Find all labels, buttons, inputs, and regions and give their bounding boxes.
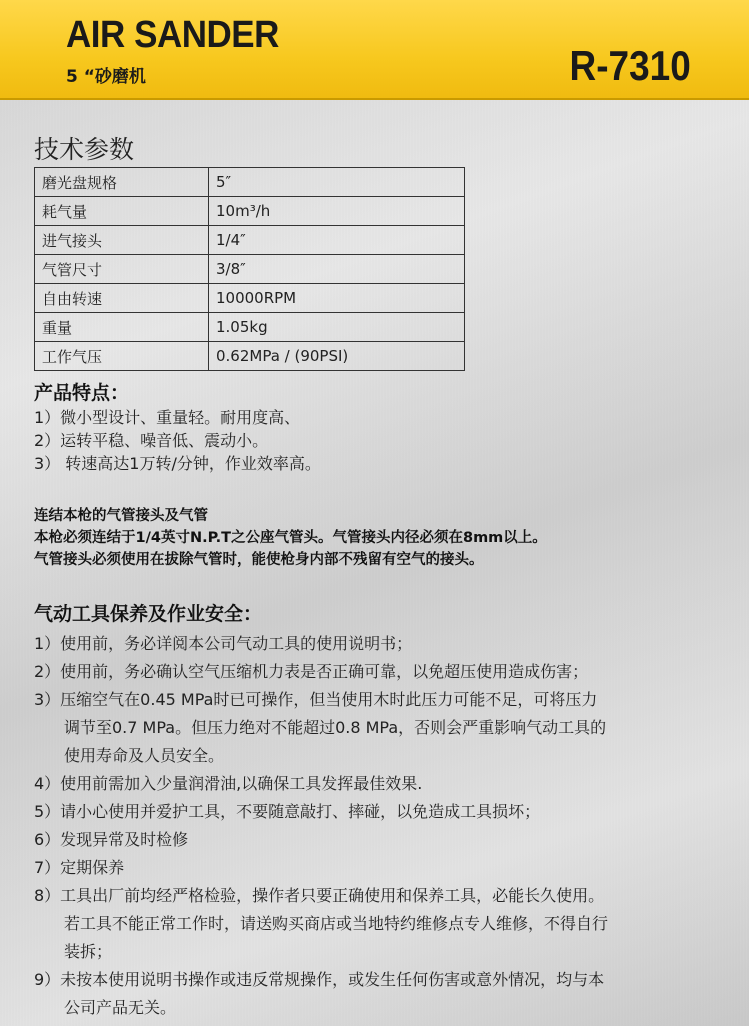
- safety-line: 4）使用前需加入少量润滑油,以确保工具发挥最佳效果.: [34, 774, 423, 793]
- spec-label: 磨光盘规格: [35, 168, 209, 197]
- specs-table: [34, 167, 465, 371]
- safety-line: 使用寿命及人员安全。: [64, 746, 225, 765]
- safety-title: 气动工具保养及作业安全：: [34, 603, 263, 625]
- header-banner: [0, 0, 749, 100]
- safety-line: 5）请小心使用并爱护工具，不要随意敲打、摔碰，以免造成工具损坏；: [34, 802, 541, 821]
- spec-label: 自由转速: [35, 284, 209, 313]
- table-row: [35, 226, 465, 255]
- connection-title: 连结本枪的气管接头及气管: [34, 508, 208, 524]
- product-subtitle: 5 “砂磨机: [66, 67, 146, 87]
- connection-section: [34, 505, 547, 571]
- safety-line: 若工具不能正常工作时，请送购买商店或当地特约维修点专人维修，不得自行: [64, 914, 609, 933]
- safety-line: 6）发现异常及时检修: [34, 830, 189, 849]
- connection-line: 气管接头必须使用在拔除气管时，能使枪身内部不残留有空气的接头。: [34, 552, 484, 568]
- features-title: 产品特点：: [34, 382, 130, 404]
- table-row: [35, 255, 465, 284]
- safety-line: 7）定期保养: [34, 858, 125, 877]
- spec-value: 1.05kg: [209, 313, 465, 342]
- spec-label: 重量: [35, 313, 209, 342]
- spec-label: 进气接头: [35, 226, 209, 255]
- feature-item: 1）微小型设计、重量轻。耐用度高、: [34, 408, 301, 427]
- safety-section: [34, 598, 608, 1022]
- safety-line: 3）压缩空气在0.45 MPa时已可操作，但当使用木时此压力可能不足，可将压力: [34, 690, 598, 709]
- safety-line: 调节至0.7 MPa。但压力绝对不能超过0.8 MPa，否则会严重影响气动工具的: [64, 718, 607, 737]
- feature-item: 2）运转平稳、噪音低、震动小。: [34, 431, 269, 450]
- table-row: [35, 168, 465, 197]
- spec-value: 1/4″: [209, 226, 465, 255]
- connection-line: 本枪必须连结于1/4英寸N.P.T之公座气管头。气管接头内径必须在8mm以上。: [34, 530, 547, 546]
- model-number: R-7310: [569, 42, 691, 89]
- spec-label: 气管尺寸: [35, 255, 209, 284]
- safety-line: 9）未按本使用说明书操作或违反常规操作，或发生任何伤害或意外情况，均与本: [34, 970, 605, 989]
- features-section: [34, 380, 321, 475]
- safety-line: 装拆；: [64, 942, 113, 961]
- spec-value: 0.62MPa / (90PSI): [209, 342, 465, 371]
- spec-value: 3/8″: [209, 255, 465, 284]
- spec-value: 10m³/h: [209, 197, 465, 226]
- safety-line: 8）工具出厂前均经严格检验，操作者只要正确使用和保养工具，必能长久使用。: [34, 886, 605, 905]
- table-row: [35, 342, 465, 371]
- table-row: [35, 284, 465, 313]
- product-name: AIR SANDER: [66, 14, 279, 56]
- spec-label: 工作气压: [35, 342, 209, 371]
- feature-item: 3） 转速高达1万转/分钟，作业效率高。: [34, 454, 321, 473]
- table-row: [35, 313, 465, 342]
- safety-line: 1）使用前，务必详阅本公司气动工具的使用说明书；: [34, 634, 413, 653]
- table-row: [35, 197, 465, 226]
- specs-title: 技术参数: [34, 135, 135, 164]
- spec-label: 耗气量: [35, 197, 209, 226]
- safety-line: 2）使用前，务必确认空气压缩机力表是否正确可靠，以免超压使用造成伤害；: [34, 662, 589, 681]
- spec-value: 5″: [209, 168, 465, 197]
- safety-line: 公司产品无关。: [64, 998, 177, 1017]
- spec-value: 10000RPM: [209, 284, 465, 313]
